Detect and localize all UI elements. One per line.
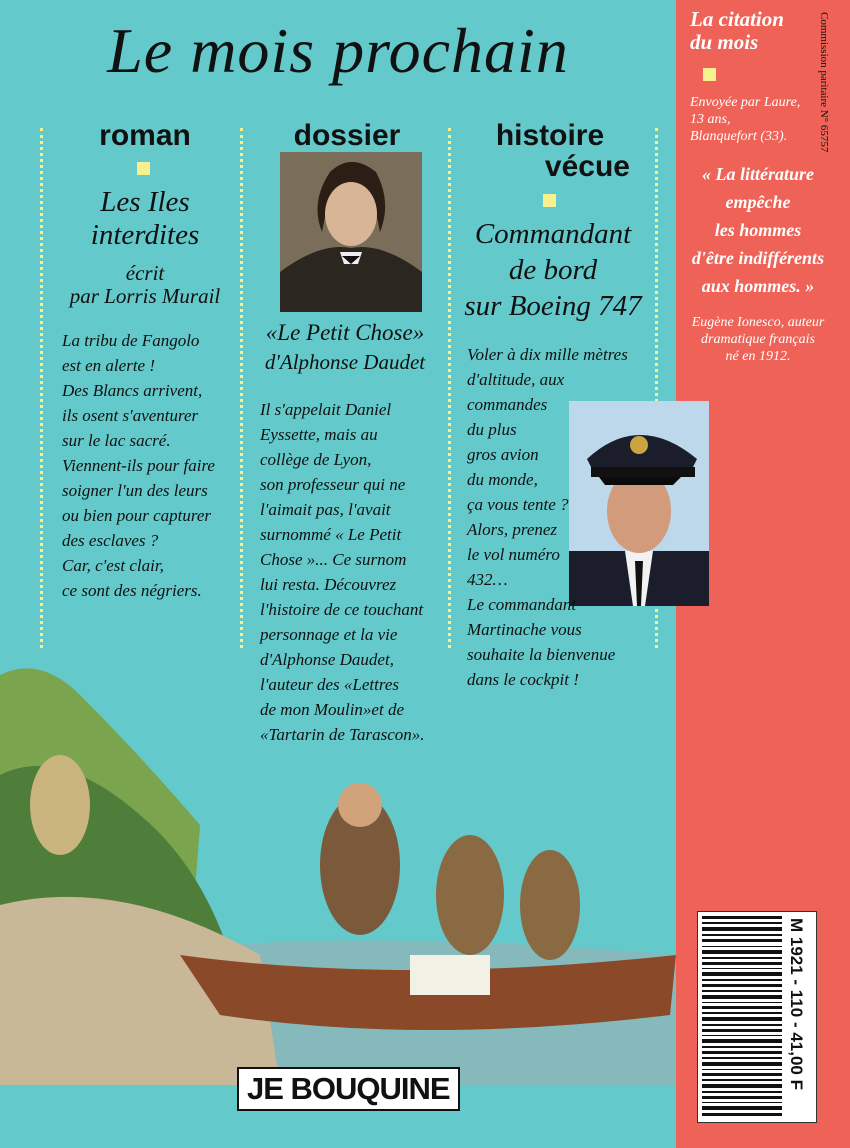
histoire-heading [470,120,630,182]
summary-line: Martinache vous [467,620,582,639]
commission-number: Commission paritaire N° 65757 [818,12,830,153]
summary-line: Car, c'est clair, [62,556,164,575]
summary-line: personnage et la vie [260,625,398,644]
summary-line: d'Alphonse Daudet, [260,650,394,669]
sender-line: Envoyée par Laure, [690,95,801,110]
divider-mid-1 [240,128,243,648]
roman-author-line: par Lorris Murail [69,284,221,308]
dossier-author: d'Alphonse Daudet [264,350,426,374]
roman-heading: roman [99,119,191,152]
daudet-portrait [280,152,422,312]
summary-line: de mon Moulin»et de [260,700,404,719]
roman-author-line: écrit [125,261,165,285]
divider-left [40,128,43,648]
sender-line: 13 ans, [690,112,731,127]
summary-line: ça vous tente ? [467,495,569,514]
summary-line: le vol numéro [467,545,560,564]
author-line: né en 1912. [725,349,791,364]
summary-line: ils osent s'aventurer [62,406,199,425]
roman-marker [137,162,150,175]
summary-line: collège de Lyon, [260,450,372,469]
canoe-illustration [0,655,676,1085]
summary-line: lui resta. Découvrez [260,575,397,594]
author-line: dramatique français [701,332,815,347]
summary-line: du plus [467,420,517,439]
author-line: Eugène Ionesco, auteur [691,315,825,330]
histoire-marker [543,194,556,207]
summary-line: Viennent-ils pour faire [62,456,215,475]
quote-line: « La littérature [702,164,814,184]
roman-author [55,262,235,308]
summary-line: souhaite la bienvenue [467,645,616,664]
roman-title-line: interdites [90,219,200,251]
summary-line: du monde, [467,470,538,489]
summary-line: Voler à dix mille mètres [467,345,628,364]
dossier-heading: dossier [293,119,401,152]
histoire-summary [467,342,628,692]
histoire-title-line: Commandant [474,218,632,250]
citation-title-line: du mois [690,30,759,54]
roman-title-line: Les Iles [100,186,190,218]
sender-line: Blanquefort (33). [690,129,788,144]
summary-line: des esclaves ? [62,531,159,550]
barcode [697,911,817,1123]
citation-author [688,314,828,365]
summary-line: Chose »... Ce surnom [260,550,407,569]
roman-summary [62,328,215,603]
dossier-book-title: «Le Petit Chose» [265,320,425,345]
quote-line: d'être indifférents [691,248,825,268]
citation-quote [688,160,828,300]
roman-book-title [55,186,235,252]
je-bouquine-logo: JE BOUQUINE [237,1067,460,1111]
citation-sender [690,94,800,145]
summary-line: «Tartarin de Tarascon». [260,725,425,744]
summary-line: soigner l'un des leurs [62,481,208,500]
summary-line: son professeur qui ne [260,475,406,494]
summary-line: Il s'appelait Daniel [260,400,392,419]
summary-line: Alors, prenez [467,520,558,539]
citation-title [690,8,784,54]
histoire-title-line: sur Boeing 747 [464,290,642,322]
citation-title-line: La citation [690,7,784,31]
barcode-bars [702,916,782,1116]
summary-line: l'auteur des «Lettres [260,675,399,694]
summary-line: surnommé « Le Petit [260,525,402,544]
barcode-text: M 1921 - 110 - 41,00 F [787,918,806,1090]
summary-line: Des Blancs arrivent, [62,381,203,400]
summary-line: l'histoire de ce touchant [260,600,424,619]
summary-line: ou bien pour capturer [62,506,212,525]
summary-line: Le commandant [467,595,577,614]
summary-line: 432… [467,570,508,589]
histoire-book-title [458,216,648,324]
summary-line: l'aimait pas, l'avait [260,500,391,519]
summary-line: commandes [467,395,548,414]
summary-line: gros avion [467,445,539,464]
summary-line: dans le cockpit ! [467,670,579,689]
summary-line: est en alerte ! [62,356,155,375]
histoire-title-line: de bord [508,254,598,286]
histoire-heading-line: histoire [495,119,605,152]
quote-line: les hommes [714,220,802,240]
citation-marker [703,68,716,81]
summary-line: d'altitude, aux [467,370,565,389]
divider-mid-2 [448,128,451,648]
quote-line: empêche [725,192,791,212]
summary-line: sur le lac sacré. [62,431,171,450]
summary-line: La tribu de Fangolo [62,331,200,350]
quote-line: aux hommes. » [701,276,815,296]
summary-line: ce sont des négriers. [62,581,202,600]
summary-line: Eyssette, mais au [260,425,378,444]
page-title: Le mois prochain [107,15,569,86]
histoire-heading-line: vécue [544,150,630,183]
